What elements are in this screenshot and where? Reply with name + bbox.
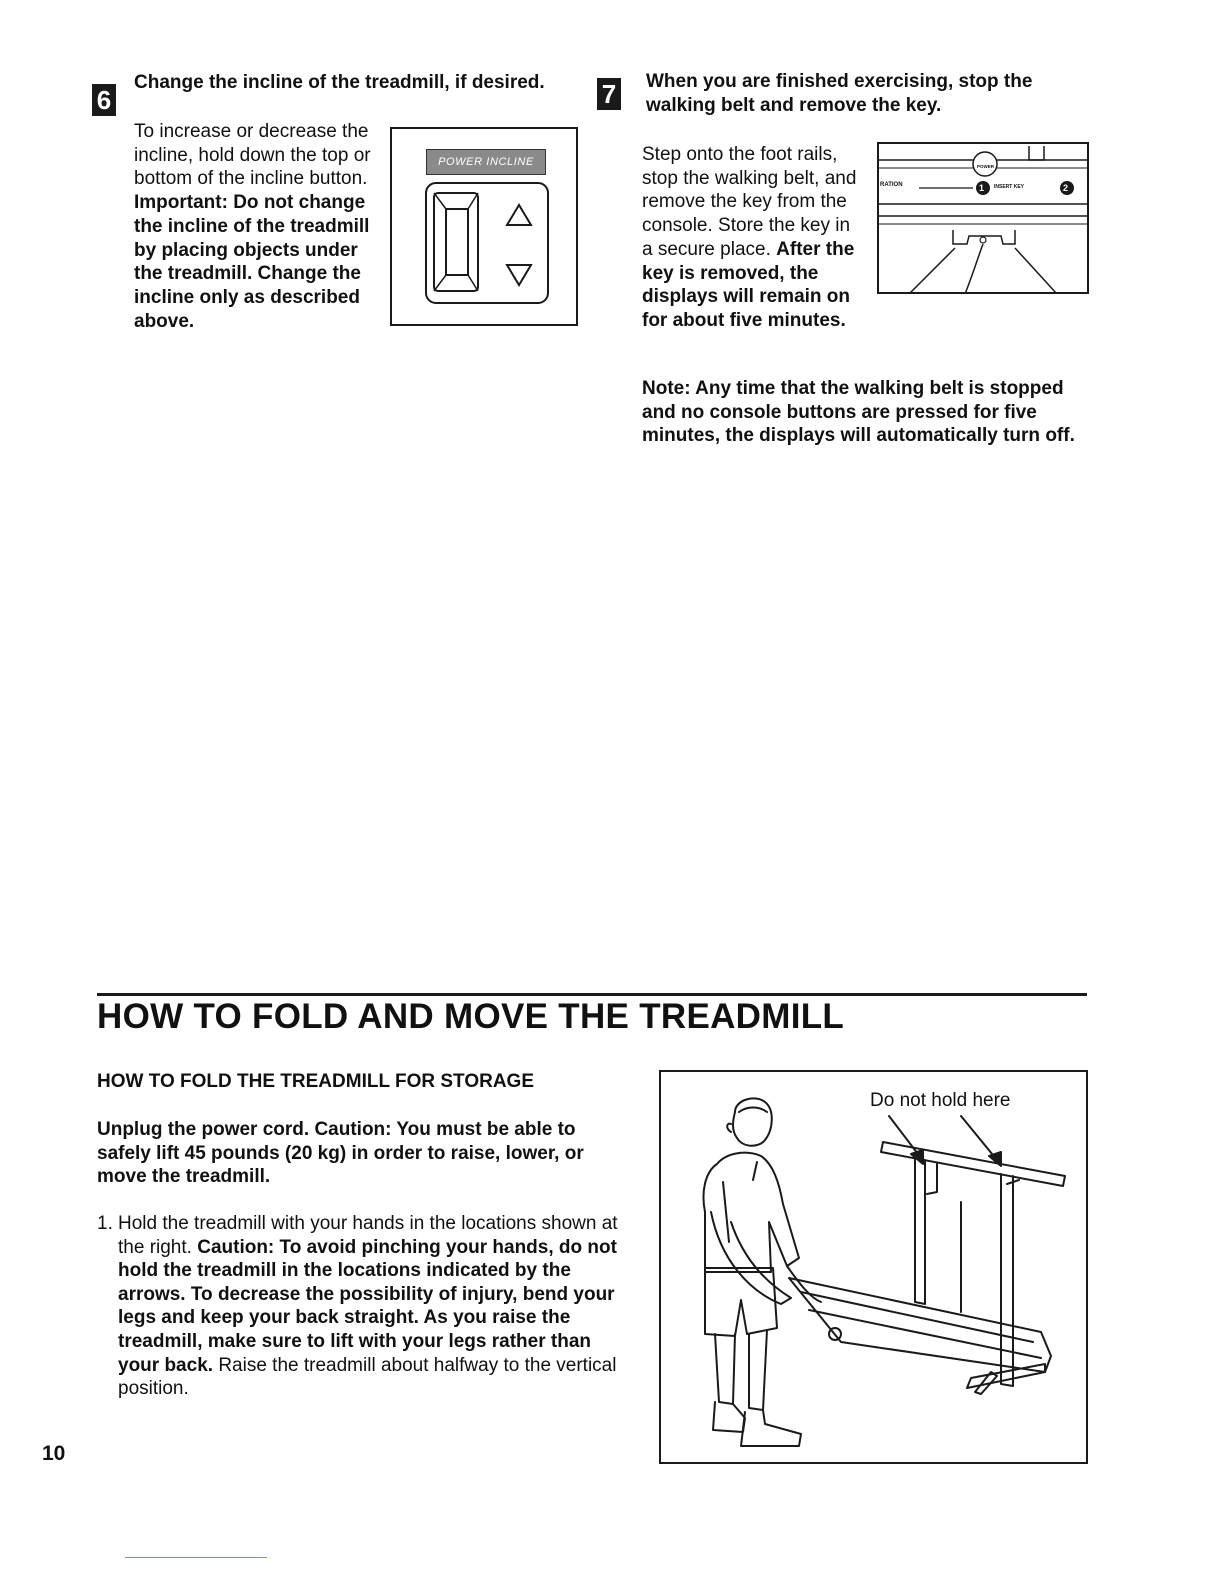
- list-item-text: [118, 1212, 637, 1401]
- step-6-heading: Change the incline of the treadmill, if desired.: [134, 72, 545, 93]
- step-6-body-plain: To increase or decrease the incline, hold down the top or bottom of the incline button.: [134, 121, 371, 190]
- console-power-label: POWER: [977, 164, 995, 169]
- list-item: [97, 1212, 637, 1401]
- step-7-badge: 7: [597, 78, 621, 110]
- do-not-hold-callout: Do not hold here: [870, 1090, 1011, 1111]
- fold-treadmill-figure: [659, 1070, 1088, 1464]
- step-7-heading: When you are finished exercising, stop the walking belt and remove the key.: [646, 71, 1033, 116]
- console-key-figure: [877, 142, 1089, 294]
- incline-button-figure: [390, 127, 578, 326]
- incline-up-arrow-icon: [507, 205, 531, 225]
- section-subheading: HOW TO FOLD THE TREADMILL FOR STORAGE: [97, 1071, 534, 1092]
- section-divider: [97, 993, 1087, 996]
- list-item-caution: Caution: To avoid pinching your hands, do not hold the treadmill in the locations indicated by the arrows. To decrease the possibility of injury, bend your legs and keep your back straight. As you raise the treadmill, make sure to lift with your legs rather than your back.: [118, 1236, 617, 1376]
- list-item-text-plain-1: Hold the treadmill with your hands in the locations shown at the right.: [118, 1213, 618, 1258]
- console-duration-label: RATION: [880, 182, 903, 188]
- callout-arrow-right-icon: [961, 1116, 997, 1160]
- lift-caution: Unplug the power cord. Caution: You must be able to safely lift 45 pounds (20 kg) in order to raise, lower, or move the treadmill.: [97, 1119, 584, 1188]
- step-6-badge: 6: [92, 84, 116, 116]
- incline-button-drawing: [392, 129, 578, 326]
- step-7-body-bold: After the key is removed, the displays will remain on for about five minutes.: [642, 238, 855, 331]
- list-item-number: 1.: [97, 1213, 113, 1234]
- footer-line: [125, 1557, 267, 1558]
- console-insert-key-label: INSERT KEY: [994, 184, 1025, 190]
- incline-down-arrow-icon: [507, 265, 531, 285]
- step-7-body: [642, 143, 864, 333]
- power-incline-label: POWER INCLINE: [438, 156, 534, 168]
- section-title: HOW TO FOLD AND MOVE THE TREADMILL: [97, 997, 845, 1036]
- console-key-number-1: 1: [979, 183, 985, 193]
- list-item-text-plain-2: Raise the treadmill about halfway to the vertical position.: [118, 1354, 617, 1400]
- step-6-body: [134, 120, 374, 333]
- step-7-body-plain: Step onto the foot rails, stop the walking belt, and remove the key from the console. Store the key in a secure place.: [642, 144, 857, 260]
- page-number: 10: [42, 1442, 66, 1465]
- console-key-number-2: 2: [1063, 183, 1069, 193]
- step-7-note: Note: Any time that the walking belt is stopped and no console buttons are pressed for five minutes, the displays will automatically turn off.: [642, 378, 1075, 447]
- step-6-body-important: Important: Do not change the incline of the treadmill by placing objects under the treadmill. Change the incline only as described above.: [134, 192, 370, 332]
- fold-treadmill-drawing: [661, 1072, 1088, 1464]
